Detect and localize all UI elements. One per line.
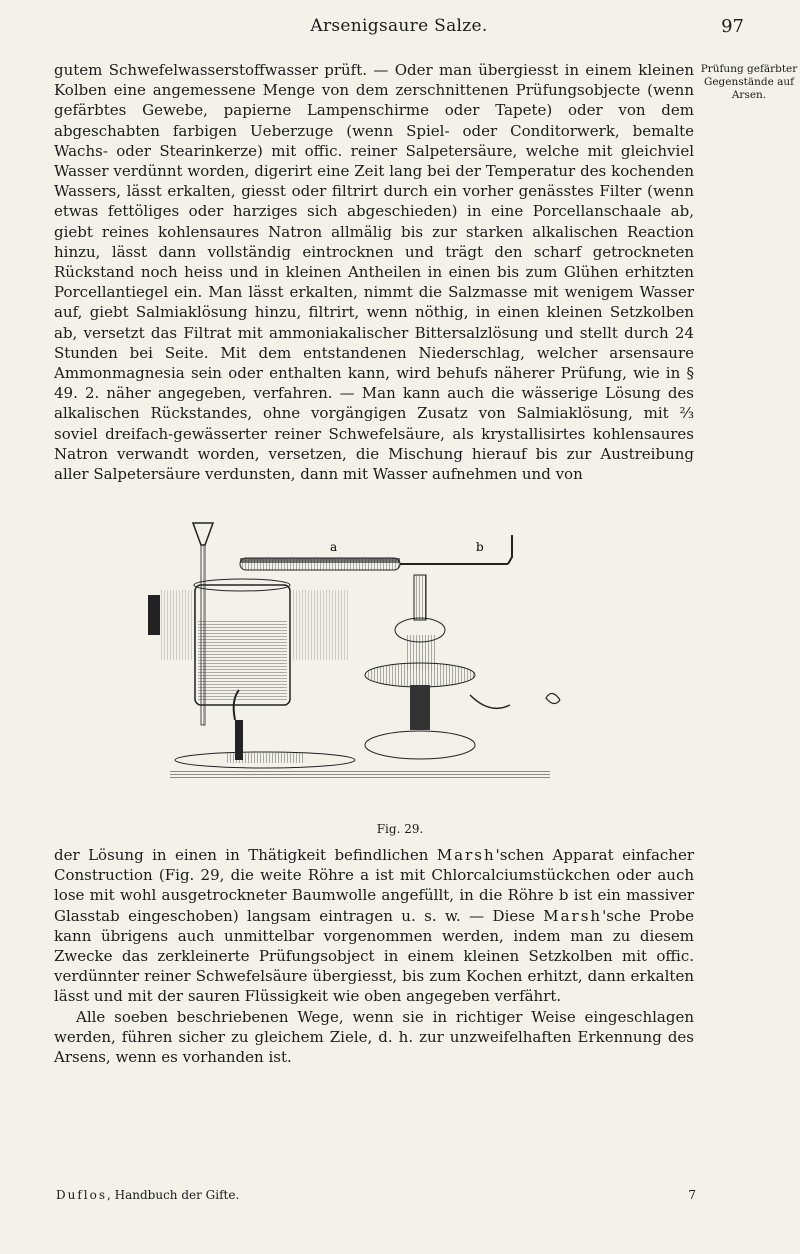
- text-block-bottom: [54, 845, 694, 1067]
- footer-book-title: , Handbuch der Gifte.: [107, 1188, 240, 1202]
- figure-caption: Fig. 29.: [376, 822, 424, 836]
- base-plate: [170, 752, 550, 778]
- paragraph-2-part-3: 'sche Probe kann übrigens auch unmittelbar vorgenommen werden, indem man zu diesem Zwecke das zerkleinerte Prüfungsobject in einem kleinen Setzkolben mit offic. verdünnter reiner Schwefelsäure übergiesst, bis zum Kochen erhitzt, dann erkalten lässt und mit der sauren Flüssigkeit wie oben angegeben verfährt.: [54, 906, 694, 1006]
- author-name-marsh: Marsh: [436, 846, 496, 864]
- label-b: b: [476, 540, 484, 554]
- drying-tube-a: [240, 540, 400, 570]
- apparatus-illustration: [140, 515, 660, 815]
- footer-signature-mark: 7: [688, 1188, 696, 1202]
- page-header: [54, 16, 744, 42]
- author-name-marsh-2: Marsh: [543, 906, 603, 925]
- page-number: 97: [721, 16, 744, 37]
- paragraph-2-part-1: der Lösung in einen in Thätigkeit befindlichen: [54, 846, 437, 864]
- label-a: a: [330, 540, 338, 554]
- margin-note: Prüfung gefärbter Gegenstände auf Arsen.: [700, 63, 798, 101]
- paragraph-3: Alle soeben beschriebenen Wege, wenn sie in richtiger Weise eingeschlagen werden, führen sicher zu gleichem Ziele, d. h. zur unzweifelhaften Erkennung des Arsens, wenn es vorhanden ist.: [54, 1007, 694, 1067]
- text-block-top: [54, 60, 694, 484]
- figure-marsh-apparatus: [140, 515, 660, 815]
- paragraph-2-part-2: 'schen Apparat einfacher Construction (Fig. 29, die weite Röhre a ist mit Chlorcalciumstückchen oder auch lose mit wohl ausgetrockneter Baumwolle angefüllt, in die Röhre b ist ein massiver Glasstab eingeschoben) langsam eintragen u. s. w. — Diese: [54, 846, 695, 925]
- running-title: Arsenigsaure Salze.: [310, 16, 488, 36]
- page-footer: [56, 1188, 696, 1202]
- paragraph-1: gutem Schwefelwasserstoffwasser prüft. — Oder man übergiesst in einem kleinen Kolben eine angemessene Menge von dem zerschnittenen Prüfungsobjecte (wenn gefärbtes Gewebe, papierne Lampenschirme oder Tapete) oder von dem abgeschabten farbigen Ueberzuge (wenn Spiel- oder Conditorwerk, bemalte Wachs- oder Stearinkerze) mit offic. reiner Salpetersäure, welche mit gleichviel Wasser verdünnt worden, digerirt eine Zeit lang bei der Temperatur des kochenden Wassers, lässt erkalten, giesst oder filtrirt durch ein vorher genässtes Filter (wenn etwas fettöliges oder harziges sich abgeschieden) in eine Porcellanschaale ab, giebt reines kohlensaures Natron allmälig bis zur starken alkalischen Reaction hinzu, lässt dann vollständig eintrocknen und trägt den scharf getrockneten Rückstand noch heiss und in kleinen Antheilen in einen bis zum Glühen erhitzten Porcellantiegel ein. Man lässt erkalten, nimmt die Salzmasse mit wenigem Wasser auf, giebt Salmiaklösung hinzu, filtrirt, wenn nöthig, in einen kleinen Setzkolben ab, versetzt das Filtrat mit ammoniakalischer Bittersalzlösung und stellt durch 24 Stunden bei Seite. Mit dem entstandenen Niederschlag, welcher arsensaure Ammonmagnesia sein oder enthalten kann, wird behufs näherer Prüfung, wie in § 49. 2. näher angegeben, verfahren. — Man kann auch die wässerige Lösung des alkalischen Rückstandes, ohne vorgängigen Zusatz von Salmiaklösung, mit ⅔ soviel dreifach-gewässerter reiner Schwefelsäure, als krystallisirtes kohlensaures Natron verwandt worden, versetzen, die Mischung hierauf bis zur Austreibung aller Salpetersäure verdunsten, dann mit Wasser aufnehmen und von: [54, 61, 694, 484]
- footer-author: Duflos: [56, 1188, 108, 1202]
- left-stand: [234, 690, 243, 760]
- glass-jar: [148, 579, 350, 705]
- right-stand-burner: [365, 575, 560, 759]
- tube-b: [400, 535, 512, 564]
- paragraph-2: [54, 845, 694, 1007]
